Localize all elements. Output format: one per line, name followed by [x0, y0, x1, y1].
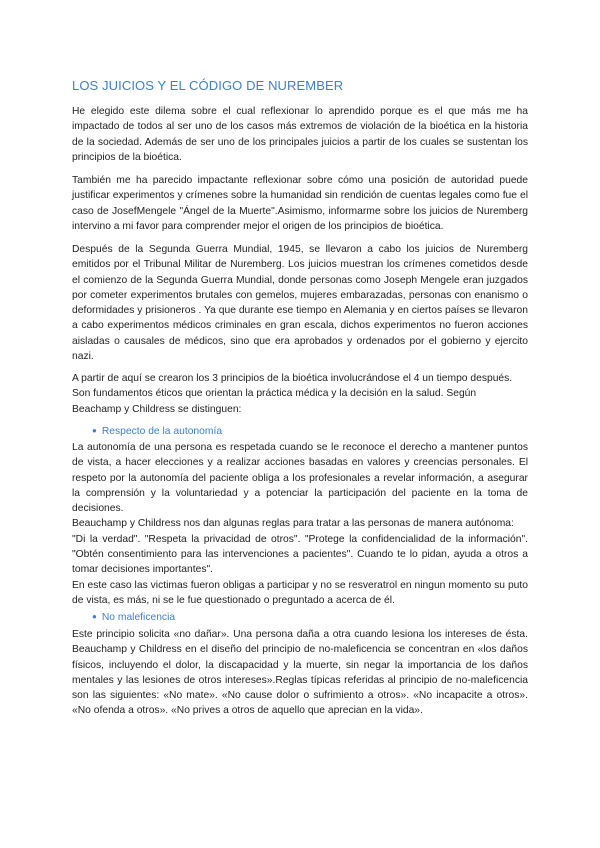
document-title: LOS JUICIOS Y EL CÓDIGO DE NUREMBER — [72, 78, 344, 93]
section-heading-nonmaleficence — [92, 612, 175, 623]
bullet-icon: ● — [92, 612, 97, 621]
bullet-icon: ● — [92, 426, 97, 435]
section-heading-autonomy — [92, 426, 222, 437]
section-text-autonomy: La autonomía de una persona es respetada cuando se le reconoce el derecho a mantener puntos de vista, a hacer elecciones y a realizar acciones basadas en valores y creencias personales. El respeto por la autonomía del paciente obliga a los profesionales a revelar información, a asegurar la comprensión y la voluntariedad y a potenciar la participación del paciente en la toma de decisiones. Beauchamp y Childress nos dan algunas reglas para tratar a las personas de manera autónoma: "Di la verdad". "Respeta la privacidad de otros". "Protege la confidencialidad de la información". "Obtén consentimiento para las intervenciones a pacientes". Cuando te lo pidan, ayuda a otros a tomar decisiones importantes". En este caso las victimas fueron obligas a participar y no se resveratrol en ningun momento su puto de vista, es más, ni se le fue questionado o preguntado a acerca de él. — [72, 442, 528, 606]
paragraph-principles: A partir de aquí se crearon los 3 principios de la bioética involucrándose el 4 un tiempo después. Son fundamentos éticos que orientan la práctica médica y la decisión en la salud. Según Beachamp y Childress se distinguen: — [72, 373, 513, 415]
section-heading-label: Respecto de la autonomía — [101, 426, 223, 437]
paragraph-history: Después de la Segunda Guerra Mundial, 1945, se llevaron a cabo los juicios de Nuremberg emitidos por el Tribunal Militar de Nuremberg. Los juicios muestran los crímenes cometidos desde el comienzo de la Segunda Guerra Mundial, donde personas como Joseph Mengele eran juzgados por cometer experimentos brutales con gemelos, mujeres embarazadas, personas con enanismo o deformidades y prisioneros . Ya que durante ese tiempo en Alemania y en ciertos países se llevaron a cabo experimentos médicos criminales en gran escala, dichos experimentos no fueron acciones aisladas o causales de médicos, sino que era aprobados y ordenados por el gobierno y ejercito nazi. — [72, 244, 528, 363]
section-text-nonmaleficence: Este principio solicita «no dañar». Una persona daña a otra cuando lesiona los intereses de ésta. Beauchamp y Childress en el diseño del principio de no-maleficencia se concentran en «los daños físicos, incluyendo el dolor, la discapacidad y la muerte, sin negar la importancia de los daños mentales y las lesiones de otros intereses».Reglas típicas referidas al principio de no-maleficencia son las siguientes: «No mate». «No cause dolor o sufrimiento a otros». «No incapacite a otros». «No ofenda a otros». «No prives a otros de aquello que aprecian en la vida». — [72, 629, 528, 717]
paragraph-authority: También me ha parecido impactante reflexionar sobre cómo una posición de autoridad puede justificar experimentos y crímenes sobre la humanidad sin rendición de cuentas legales como fue el caso de JosefMengele "Ángel de la Muerte".Asimismo, informarme sobre los juicios de Nuremberg intervino a mi favor para comprender mejor el origen de los principios de bioética. — [72, 175, 528, 232]
section-heading-label: No maleficencia — [101, 612, 176, 623]
paragraph-intro: He elegido este dilema sobre el cual reflexionar lo aprendido porque es el que más me ha impactado de todos al ser uno de los casos más extremos de violación de la bioética en la historia de la sociedad. Además de ser uno de los principales juicios a partir de los cuales se sustentan los principios de la bioética. — [72, 106, 528, 163]
